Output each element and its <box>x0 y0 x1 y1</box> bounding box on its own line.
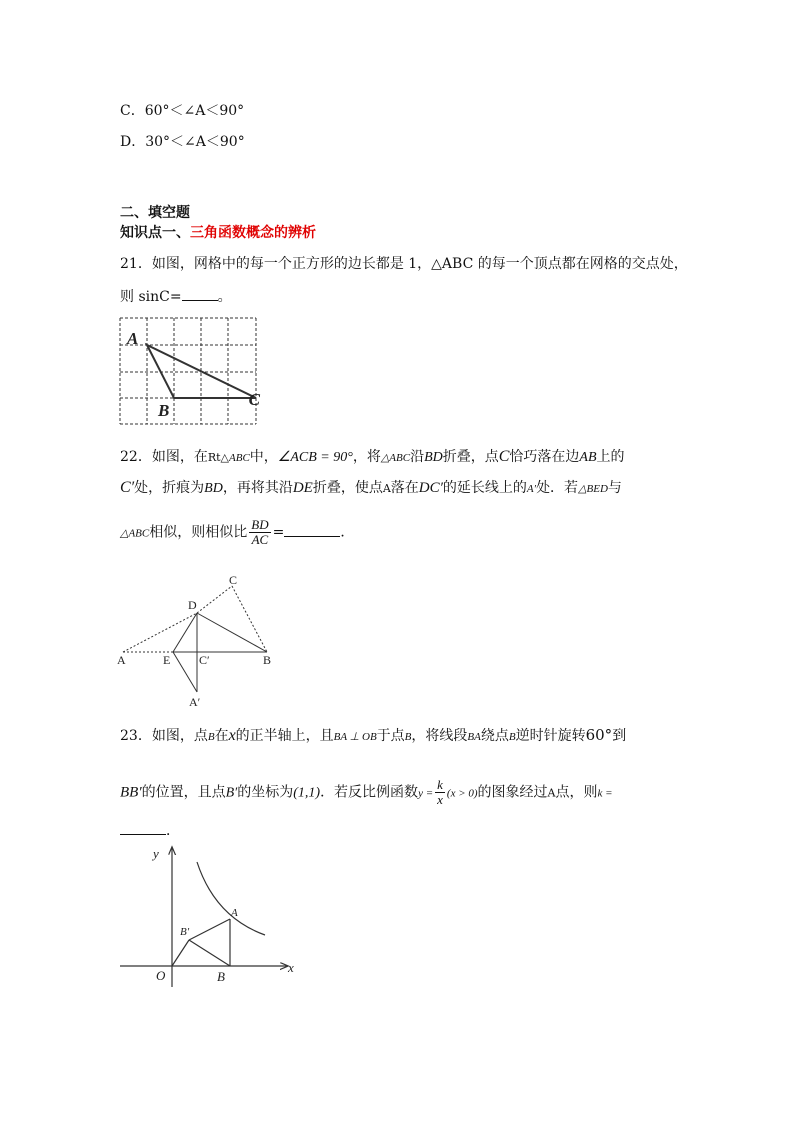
fraction-k-x <box>435 778 445 807</box>
text: ． <box>166 823 180 839</box>
text: 到 <box>612 728 627 744</box>
math-b: B <box>508 731 516 743</box>
text: 逆时针旋转 <box>515 728 586 744</box>
math-a-prime: A′ <box>526 483 537 495</box>
label-b: B <box>263 653 272 667</box>
math-bd: BD <box>424 450 443 465</box>
math-dc-prime: DC′ <box>418 480 443 496</box>
knowledge-point-heading <box>120 222 316 242</box>
text: 落在 <box>390 480 419 496</box>
text: 中， <box>249 449 278 465</box>
q23-line1 <box>120 725 626 745</box>
label-a-prime: A′ <box>189 695 201 707</box>
math-ab: AB <box>579 450 597 465</box>
label-a: A <box>231 907 238 919</box>
q21-prefix: 则 sinC= <box>120 289 182 305</box>
text: 的正半轴上，且 <box>235 728 334 744</box>
label-e: E <box>163 653 171 667</box>
text: 折叠，点 <box>442 449 499 465</box>
math-triangle-bed: △BED <box>578 483 608 495</box>
q22-line2 <box>120 477 622 497</box>
fraction-numerator: k <box>437 777 443 792</box>
math-coordinate: (1,1) <box>293 785 321 801</box>
label-b: B <box>158 401 170 420</box>
label-c: C <box>248 390 260 409</box>
section-title: 二、填空题 <box>120 205 190 221</box>
text: 折叠，使点 <box>312 480 383 496</box>
math-angle: ∠ACB = 90° <box>277 450 353 465</box>
text: 上的 <box>596 449 625 465</box>
text: 于点 <box>376 728 405 744</box>
knowledge-point-title: 三角函数概念的辨析 <box>190 225 316 241</box>
text: ，将线段 <box>411 728 468 744</box>
math-abc: ABC <box>229 452 250 464</box>
text: 的位置，且点 <box>141 784 226 801</box>
q22-fold-figure <box>115 572 295 707</box>
label-b: B <box>217 969 225 984</box>
answer-blank <box>120 822 166 835</box>
grid-lines <box>120 318 256 424</box>
hyperbola-curve <box>197 862 265 935</box>
answer-blank <box>284 524 340 537</box>
math-de: DE <box>292 480 313 496</box>
math-condition: (x > 0) <box>446 787 478 800</box>
label-x: x <box>288 960 294 975</box>
math-b: B <box>404 731 412 743</box>
math-b: B <box>207 731 215 743</box>
text: 的图象经过 <box>477 784 548 801</box>
label-b-prime: B′ <box>180 926 190 938</box>
option-d: D．30°＜∠A＜90° <box>120 134 245 150</box>
fraction-denominator: x <box>437 792 443 807</box>
text: 在 <box>214 728 229 744</box>
rt-symbol: Rt△ <box>207 451 229 464</box>
q21-line2 <box>120 286 232 306</box>
text: 处．若 <box>536 480 579 496</box>
q23-line2 <box>120 778 613 807</box>
fraction-denominator: AC <box>251 532 269 547</box>
q21-line1: 21．如图，网格中的每一个正方形的边长都是 1，△ABC 的每一个顶点都在网格的交点处， <box>120 256 688 272</box>
label-y: y <box>153 846 159 861</box>
text: 沿 <box>410 449 425 465</box>
math-k-equals: k = <box>597 787 613 800</box>
answer-blank <box>182 288 218 301</box>
text: 处，折痕为 <box>134 480 205 496</box>
q22-line3 <box>120 518 354 547</box>
label-a: A <box>127 329 139 348</box>
q23-line3 <box>120 820 180 840</box>
q23-coordinate-figure <box>115 842 315 992</box>
text: 的坐标为 <box>237 784 294 801</box>
text: ．若反比例函数 <box>320 784 419 801</box>
math-a: A <box>547 786 556 800</box>
math-triangle: △ABC <box>380 452 411 464</box>
math-b-prime: B′ <box>225 785 238 801</box>
q22-line1 <box>120 446 625 466</box>
fraction-numerator: BD <box>251 517 269 532</box>
text: 的延长线上的 <box>442 480 527 496</box>
fraction-bd-ac <box>249 518 270 547</box>
text: 相似，则相似比 <box>149 524 248 541</box>
label-c: C <box>229 573 238 587</box>
math-bb-prime: BB′ <box>120 784 142 801</box>
math-a: A <box>382 482 391 495</box>
math-triangle-abc: △ABC <box>120 527 150 540</box>
math-60-degrees: 60° <box>585 726 613 744</box>
math-c: C <box>498 448 510 465</box>
text: ，将 <box>352 449 381 465</box>
label-c-prime: C′ <box>199 653 210 667</box>
q21-suffix: 。 <box>217 289 232 305</box>
text: ． <box>340 524 355 541</box>
math-x: x <box>228 727 236 744</box>
text: 绕点 <box>480 728 509 744</box>
label-a: A <box>117 653 126 667</box>
math-perpendicular: BA ⊥ OB <box>333 731 377 743</box>
q21-grid-figure <box>118 314 263 426</box>
axes <box>120 848 287 987</box>
text: ，再将其沿 <box>222 480 293 496</box>
text: 23．如图，点 <box>120 728 208 744</box>
option-c: C．60°＜∠A＜90° <box>120 103 245 119</box>
math-c-prime: C′ <box>120 479 135 496</box>
math-bd: BD <box>204 481 223 496</box>
text: 恰巧落在边 <box>509 449 580 465</box>
equals-sign: = <box>272 524 285 541</box>
math-ba: BA <box>467 731 481 743</box>
knowledge-point-prefix: 知识点一、 <box>120 225 190 241</box>
text: 与 <box>607 480 622 496</box>
label-d: D <box>188 598 197 612</box>
label-o: O <box>156 968 166 983</box>
text: 点，则 <box>555 784 598 801</box>
text: 22．如图，在 <box>120 449 208 465</box>
math-y-equals: y = <box>418 787 434 800</box>
